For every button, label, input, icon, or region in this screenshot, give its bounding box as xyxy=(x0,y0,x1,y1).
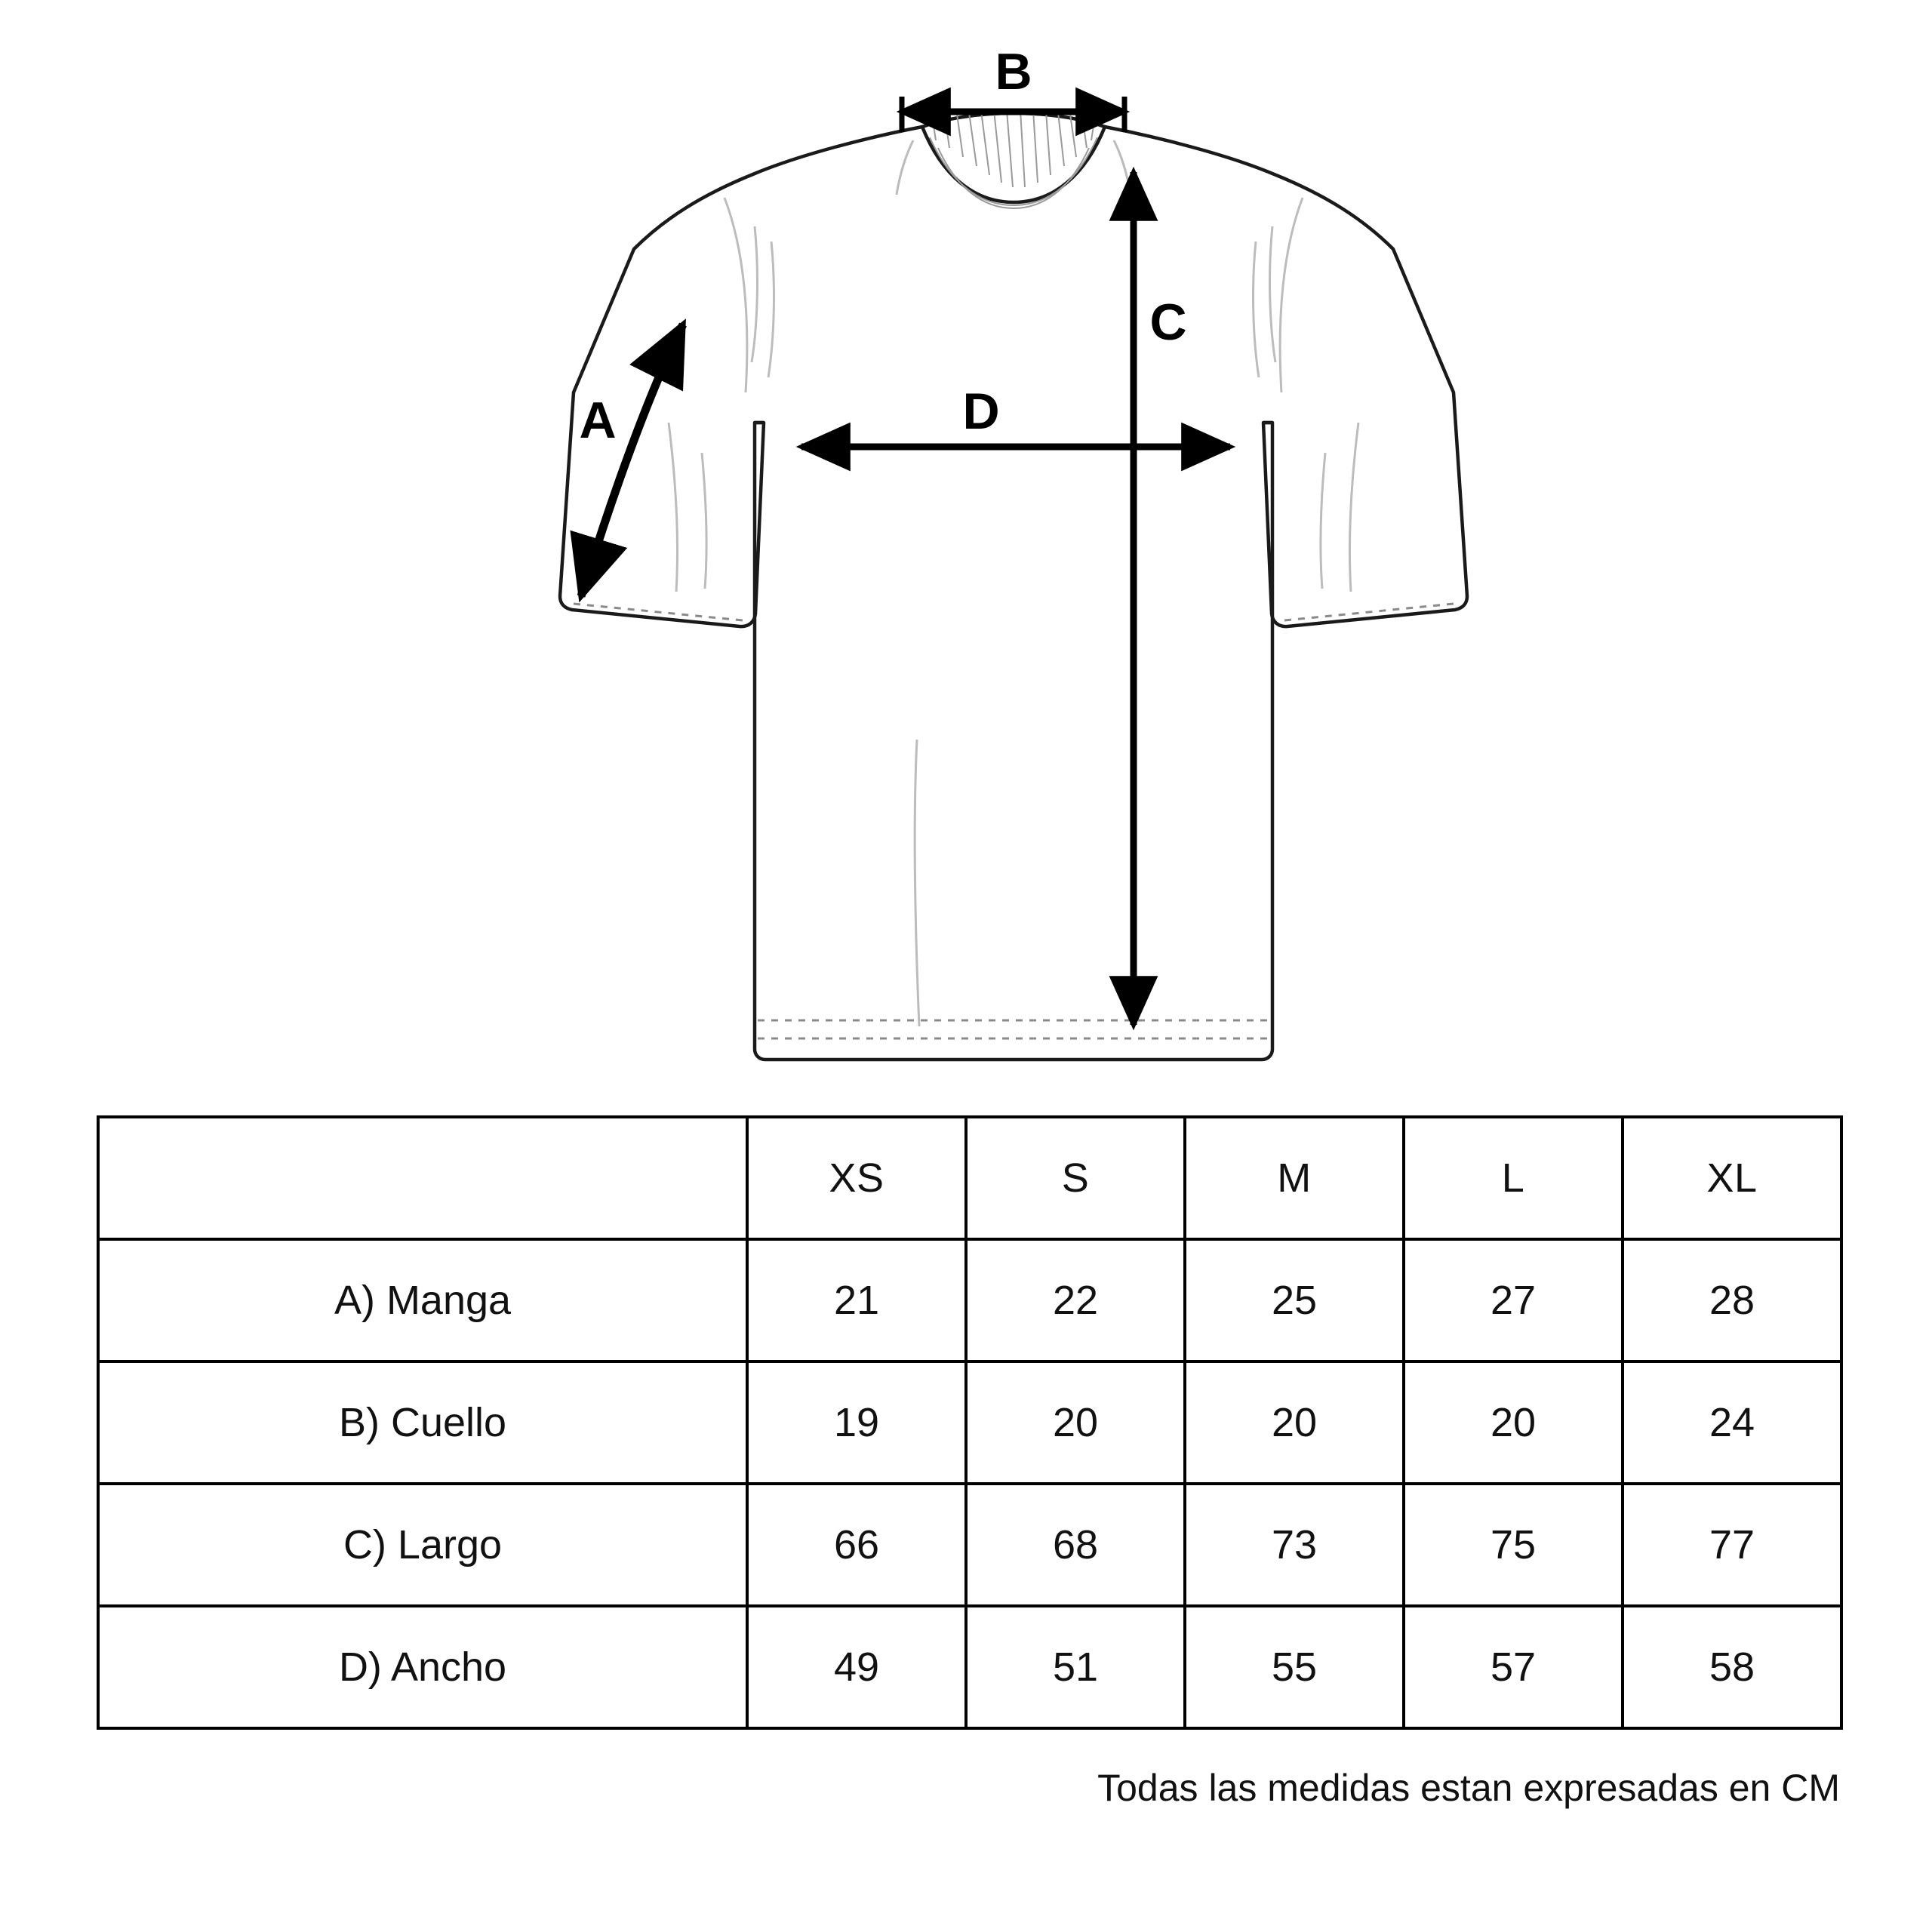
cell-cuello-xs: 19 xyxy=(747,1361,966,1484)
cell-largo-m: 73 xyxy=(1185,1484,1404,1606)
column-header-xl: XL xyxy=(1623,1117,1841,1239)
table-header-row xyxy=(98,1117,1841,1239)
tshirt-outline xyxy=(560,127,1467,1060)
table-row xyxy=(98,1606,1841,1728)
cell-ancho-xl: 58 xyxy=(1623,1606,1841,1728)
cell-largo-l: 75 xyxy=(1404,1484,1623,1606)
cell-manga-m: 25 xyxy=(1185,1239,1404,1361)
table-row xyxy=(98,1361,1841,1484)
table-corner-cell xyxy=(98,1117,747,1239)
measure-label-b: B xyxy=(995,43,1032,100)
row-label-cuello: B) Cuello xyxy=(98,1361,747,1484)
cell-cuello-xl: 24 xyxy=(1623,1361,1841,1484)
measure-label-a: A xyxy=(579,392,617,449)
row-label-largo: C) Largo xyxy=(98,1484,747,1606)
column-header-xs: XS xyxy=(747,1117,966,1239)
size-table xyxy=(97,1115,1843,1730)
cell-cuello-l: 20 xyxy=(1404,1361,1623,1484)
cell-largo-xl: 77 xyxy=(1623,1484,1841,1606)
cell-manga-xs: 21 xyxy=(747,1239,966,1361)
cell-largo-xs: 66 xyxy=(747,1484,966,1606)
row-label-ancho: D) Ancho xyxy=(98,1606,747,1728)
row-label-manga: A) Manga xyxy=(98,1239,747,1361)
table-row xyxy=(98,1239,1841,1361)
cell-ancho-l: 57 xyxy=(1404,1606,1623,1728)
cell-ancho-xs: 49 xyxy=(747,1606,966,1728)
cell-ancho-s: 51 xyxy=(966,1606,1185,1728)
cell-manga-l: 27 xyxy=(1404,1239,1623,1361)
cell-manga-s: 22 xyxy=(966,1239,1185,1361)
column-header-m: M xyxy=(1185,1117,1404,1239)
cell-largo-s: 68 xyxy=(966,1484,1185,1606)
column-header-s: S xyxy=(966,1117,1185,1239)
cell-cuello-s: 20 xyxy=(966,1361,1185,1484)
cell-manga-xl: 28 xyxy=(1623,1239,1841,1361)
cell-ancho-m: 55 xyxy=(1185,1606,1404,1728)
cell-cuello-m: 20 xyxy=(1185,1361,1404,1484)
size-table-container xyxy=(97,1115,1840,1730)
measure-label-c: C xyxy=(1149,294,1187,351)
table-row xyxy=(98,1484,1841,1606)
measurement-units-note: Todas las medidas estan expresadas en CM xyxy=(1097,1767,1840,1809)
column-header-l: L xyxy=(1404,1117,1623,1239)
measure-label-d: D xyxy=(962,383,1000,440)
